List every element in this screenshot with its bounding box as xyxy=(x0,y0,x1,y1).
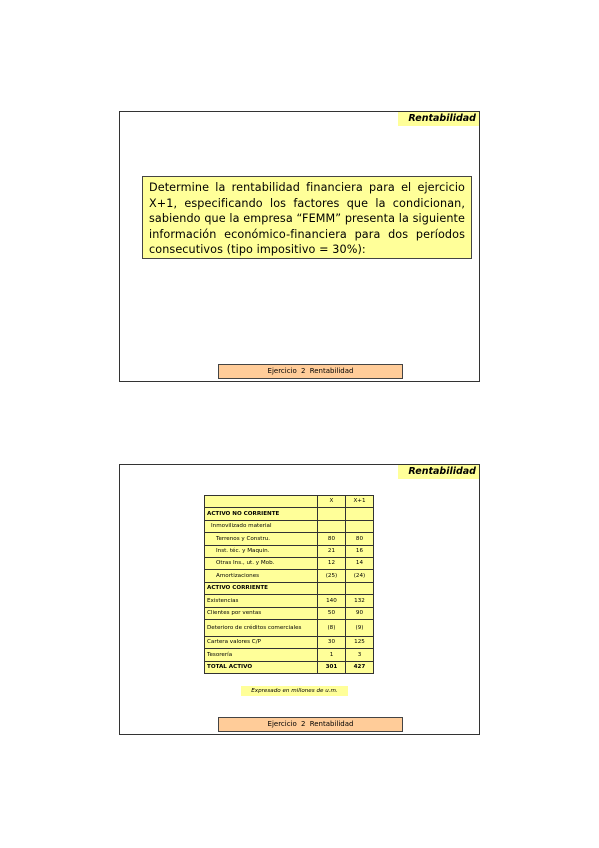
row-label: Tesorería xyxy=(205,649,318,661)
balance-table-wrap xyxy=(204,495,374,674)
table-row xyxy=(205,557,374,569)
slide-2-footer: Ejercicio 2 Rentabilidad xyxy=(218,717,403,732)
table-row xyxy=(205,619,374,636)
row-value-x1: 132 xyxy=(345,595,373,607)
column-header-label xyxy=(205,496,318,508)
row-label: Inmovilizado material xyxy=(205,520,318,532)
balance-table xyxy=(204,495,374,674)
table-row xyxy=(205,582,374,594)
slide-1-footer: Ejercicio 2 Rentabilidad xyxy=(218,364,403,379)
row-value-x: 1 xyxy=(317,649,345,661)
row-value-x1: 14 xyxy=(345,557,373,569)
row-label: Amortizaciones xyxy=(205,570,318,582)
row-value-x: 80 xyxy=(317,533,345,545)
row-value-x1: 427 xyxy=(345,661,373,673)
row-value-x: 301 xyxy=(317,661,345,673)
row-value-x1: (24) xyxy=(345,570,373,582)
slide-2 xyxy=(119,464,480,735)
column-header-x: X xyxy=(317,496,345,508)
row-value-x: 50 xyxy=(317,607,345,619)
slide-2-header: Rentabilidad xyxy=(398,465,479,479)
table-row xyxy=(205,545,374,557)
row-value-x1 xyxy=(345,508,373,520)
table-row xyxy=(205,508,374,520)
table-row xyxy=(205,570,374,582)
table-header-row xyxy=(205,496,374,508)
row-label: Otras Ins., ut. y Mob. xyxy=(205,557,318,569)
row-label: ACTIVO NO CORRIENTE xyxy=(205,508,318,520)
row-label: Cartera valores C/P xyxy=(205,636,318,648)
row-value-x1 xyxy=(345,582,373,594)
table-row xyxy=(205,595,374,607)
row-label: ACTIVO CORRIENTE xyxy=(205,582,318,594)
row-value-x: (25) xyxy=(317,570,345,582)
row-value-x xyxy=(317,582,345,594)
row-value-x1: 125 xyxy=(345,636,373,648)
row-value-x1: 90 xyxy=(345,607,373,619)
units-note: Expresado en millones de u.m. xyxy=(241,686,348,696)
table-row xyxy=(205,649,374,661)
table-row xyxy=(205,661,374,673)
slide-1-header: Rentabilidad xyxy=(398,112,479,126)
question-text: Determine la rentabilidad financiera para el ejercicio X+1, especificando los factores que la condicionan, sabiendo que la empresa “FEMM” presenta la siguiente información económico-financiera para dos períodos consecutivos (tipo impositivo = 30%): xyxy=(142,176,472,259)
row-value-x xyxy=(317,520,345,532)
row-value-x: 12 xyxy=(317,557,345,569)
table-row xyxy=(205,607,374,619)
row-value-x1: 16 xyxy=(345,545,373,557)
row-value-x1: 3 xyxy=(345,649,373,661)
table-row xyxy=(205,533,374,545)
table-row xyxy=(205,636,374,648)
column-header-x1: X+1 xyxy=(345,496,373,508)
row-label: Terrenos y Constru. xyxy=(205,533,318,545)
row-value-x1: (9) xyxy=(345,619,373,636)
row-value-x xyxy=(317,508,345,520)
row-value-x: 30 xyxy=(317,636,345,648)
row-value-x1: 80 xyxy=(345,533,373,545)
slide-1 xyxy=(119,111,480,382)
row-label: Deterioro de créditos comerciales xyxy=(205,619,318,636)
row-label: Clientes por ventas xyxy=(205,607,318,619)
table-row xyxy=(205,520,374,532)
row-label: Existencias xyxy=(205,595,318,607)
row-value-x: (8) xyxy=(317,619,345,636)
row-label: TOTAL ACTIVO xyxy=(205,661,318,673)
row-value-x: 21 xyxy=(317,545,345,557)
row-value-x1 xyxy=(345,520,373,532)
row-label: Inst. téc. y Maquin. xyxy=(205,545,318,557)
row-value-x: 140 xyxy=(317,595,345,607)
